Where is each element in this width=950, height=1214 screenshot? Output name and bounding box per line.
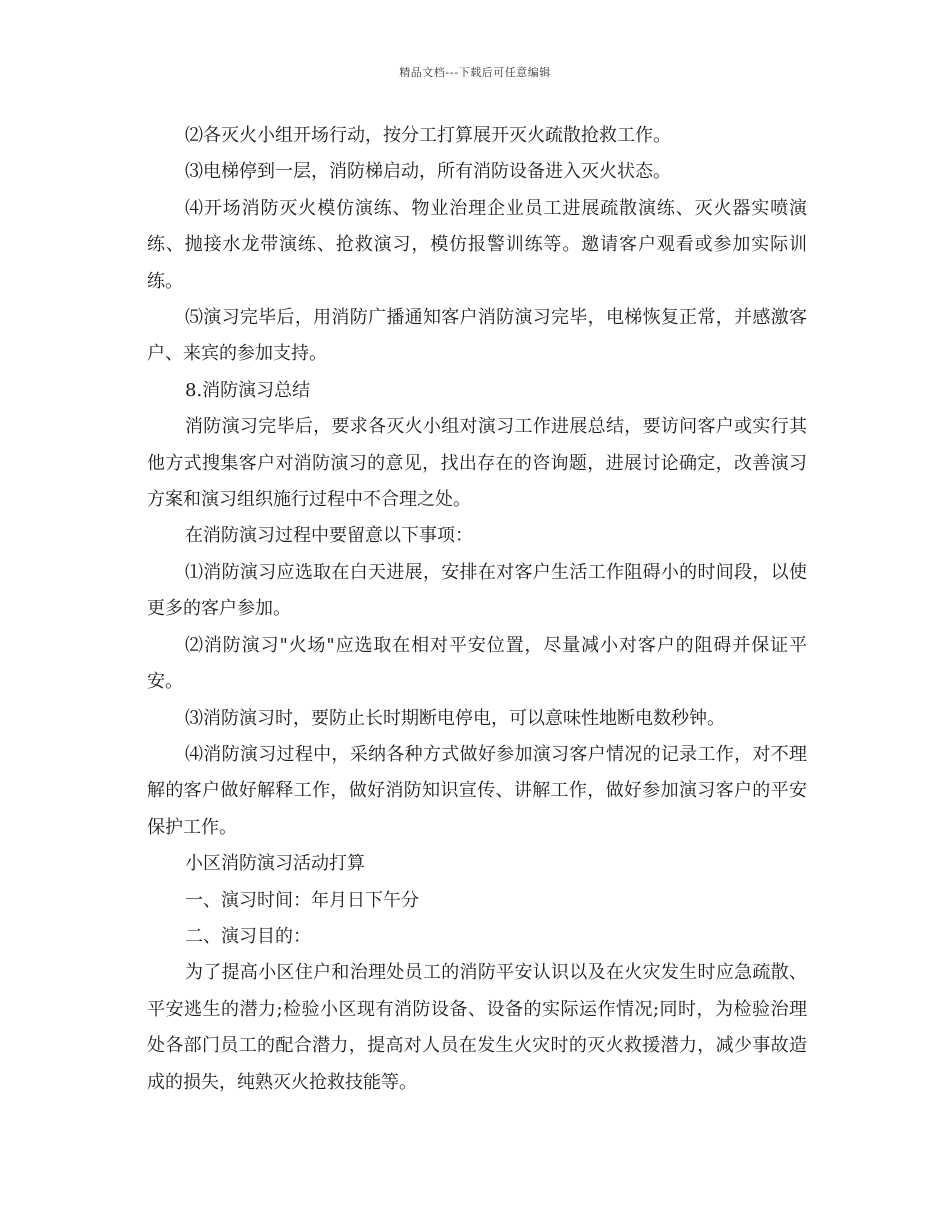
page-header: 精品文档---下载后可任意编辑 (399, 66, 551, 79)
paragraph: ⑵消防演习"火场"应选取在相对平安位置，尽量减小对客户的阻碍并保证平安。 (147, 634, 807, 693)
section-heading: 小区消防演习活动打算 (185, 853, 365, 875)
paragraph: 为了提高小区住户和治理处员工的消防平安认识以及在火灾发生时应急疏散、平安逃生的潜力;检验小区现有消防设备、设备的实际运作情况;同时，为检验治理处各部门员工的配合潜力，提高对人员在发生火灾时的灭火救援潜力，减少事故造成的损失，纯熟灭火抢救技能等。 (147, 962, 807, 1093)
paragraph: ⑷消防演习过程中，采纳各种方式做好参加演习客户情况的记录工作，对不理解的客户做好解释工作，做好消防知识宣传、讲解工作，做好参加演习客户的平安保护工作。 (147, 743, 807, 838)
paragraph: ⑵各灭火小组开场行动，按分工打算展开灭火疏散抢救工作。 (185, 125, 671, 146)
paragraph: ⑸演习完毕后，用消防广播通知客户消防演习完毕，电梯恢复正常，并感激客户、来宾的参加支持。 (147, 307, 807, 365)
paragraph: 在消防演习过程中要留意以下事项： (185, 525, 473, 547)
paragraph: ⑴消防演习应选取在白天进展，安排在对客户生活工作阻碍小的时间段，以使更多的客户参加。 (147, 561, 807, 620)
paragraph: 消防演习完毕后，要求各灭火小组对演习工作进展总结，要访问客户或实行其他方式搜集客户对消防演习的意见，找出存在的咨询题，进展讨论确定，改善演习方案和演习组织施行过程中不合理之处。 (147, 416, 807, 511)
paragraph: ⑶电梯停到一层，消防梯启动，所有消防设备进入灭火状态。 (185, 161, 671, 183)
paragraph: 一、演习时间：年月日下午分 (185, 889, 419, 911)
paragraph: ⑶消防演习时，要防止长时期断电停电，可以意味性地断电数秒钟。 (185, 707, 725, 729)
section-heading: 8.消防演习总结 (185, 379, 311, 401)
paragraph: 二、演习目的： (185, 925, 311, 947)
document-body (147, 118, 807, 1101)
paragraph: ⑷开场消防灭火模仿演练、物业治理企业员工进展疏散演练、灭火器实喷演练、抛接水龙带演练、抢救演习，模仿报警训练等。邀请客户观看或参加实际训练。 (147, 197, 807, 292)
